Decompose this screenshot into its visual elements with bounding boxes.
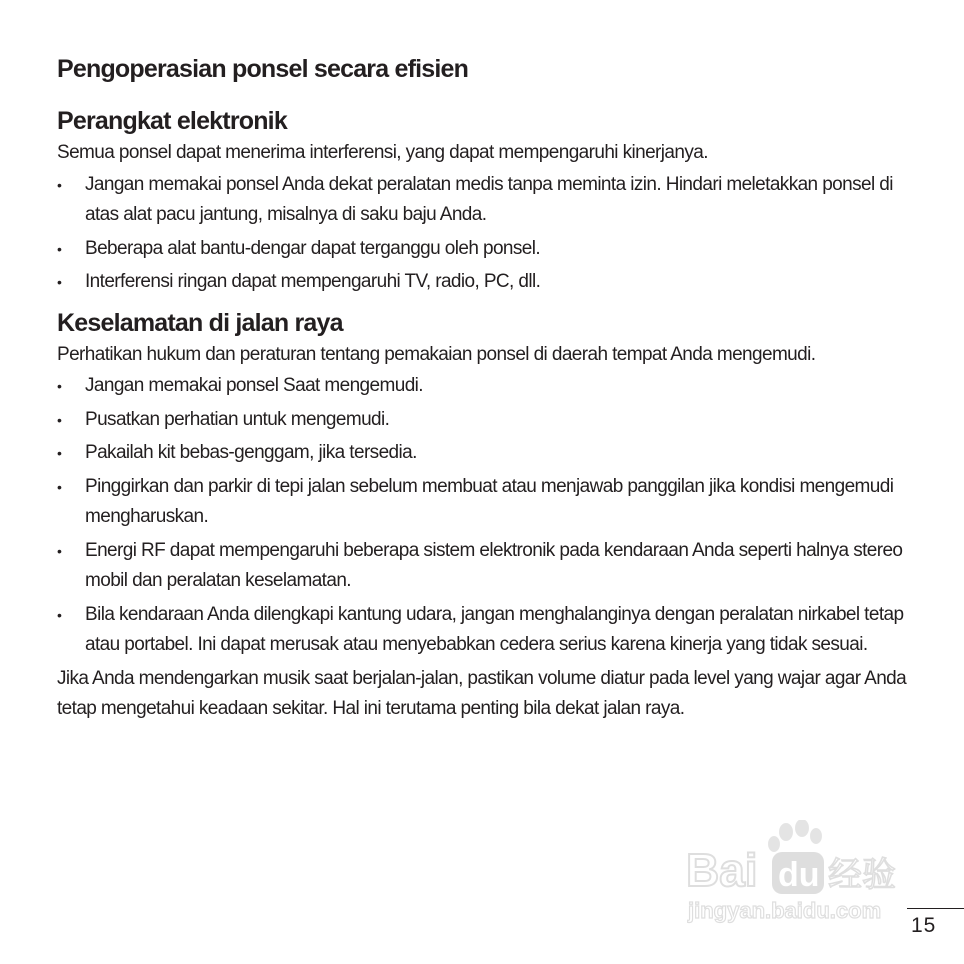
page-title: Pengoperasian ponsel secara efisien: [57, 55, 469, 83]
page-number: 15: [907, 908, 964, 939]
section-heading-electronics: Perangkat elektronik: [57, 107, 287, 135]
list-item: [57, 371, 917, 402]
closing-paragraph: Jika Anda mendengarkan musik saat berjalan-jalan, pastikan volume diatur pada level yang wajar agar Anda tetap mengetahui keadaan sekitar. Hal ini terutama penting bila dekat jalan raya.: [57, 667, 907, 719]
bullet-list-road-safety: [57, 371, 917, 661]
bullet-icon: •: [57, 606, 62, 623]
list-item: [57, 600, 917, 661]
bullet-icon: •: [57, 378, 62, 394]
list-item-text: Interferensi ringan dapat mempengaruhi TV, radio, PC, dll.: [85, 271, 541, 292]
list-item: [57, 536, 917, 597]
list-item-text: Beberapa alat bantu-dengar dapat terganggu oleh ponsel.: [85, 237, 541, 259]
list-item: [57, 438, 917, 469]
list-item: [57, 405, 917, 436]
list-item: [57, 170, 917, 231]
list-item: [57, 267, 917, 298]
bullet-icon: •: [57, 445, 62, 461]
paw-icon: [768, 820, 822, 852]
list-item: [57, 472, 917, 533]
bullet-icon: •: [57, 274, 62, 290]
list-item-text: Jangan memakai ponsel Anda dekat peralatan medis tanpa meminta izin. Hindari meletakkan ponsel di atas alat pacu jantung, misalnya di saku baju Anda.: [85, 173, 893, 225]
list-item-text: Jangan memakai ponsel Saat mengemudi.: [85, 375, 423, 396]
bullet-list-electronics: [57, 170, 917, 298]
list-item-text: Pinggirkan dan parkir di tepi jalan sebelum membuat atau menjawab panggilan jika kondisi mengemudi mengharuskan.: [85, 475, 894, 527]
baidu-jingyan-watermark-logo: [686, 820, 908, 930]
section-intro-electronics: Semua ponsel dapat menerima interferensi, yang dapat mempengaruhi kinerjanya.: [57, 142, 708, 163]
bullet-icon: •: [57, 240, 62, 257]
watermark-brand-left: Bai: [686, 844, 758, 896]
list-item-text: Energi RF dapat mempengaruhi beberapa sistem elektronik pada kendaraan Anda seperti halnya stereo mobil dan peralatan keselamatan.: [85, 539, 903, 591]
bullet-icon: •: [57, 478, 62, 495]
list-item-text: Pusatkan perhatian untuk mengemudi.: [85, 408, 390, 430]
watermark-url: jingyan.baidu.com: [688, 898, 882, 923]
watermark-brand-cn: 经验: [828, 855, 896, 895]
section-intro-road-safety: Perhatikan hukum dan peraturan tentang pemakaian ponsel di daerah tempat Anda mengemudi.: [57, 343, 816, 365]
list-item: [57, 234, 917, 265]
bullet-icon: •: [57, 542, 62, 559]
bullet-icon: •: [57, 176, 62, 193]
list-item-text: Pakailah kit bebas-genggam, jika tersedia.: [85, 442, 417, 463]
document-page: [57, 52, 917, 725]
list-item-text: Bila kendaraan Anda dilengkapi kantung udara, jangan menghalanginya dengan peralatan nirkabel tetap atau portabel. Ini dapat merusak atau menyebabkan cedera serius karena kinerja yang tidak sesuai.: [85, 603, 904, 655]
watermark-brand-mid: du: [778, 856, 820, 894]
bullet-icon: •: [57, 411, 62, 428]
section-heading-road-safety: Keselamatan di jalan raya: [57, 308, 343, 337]
